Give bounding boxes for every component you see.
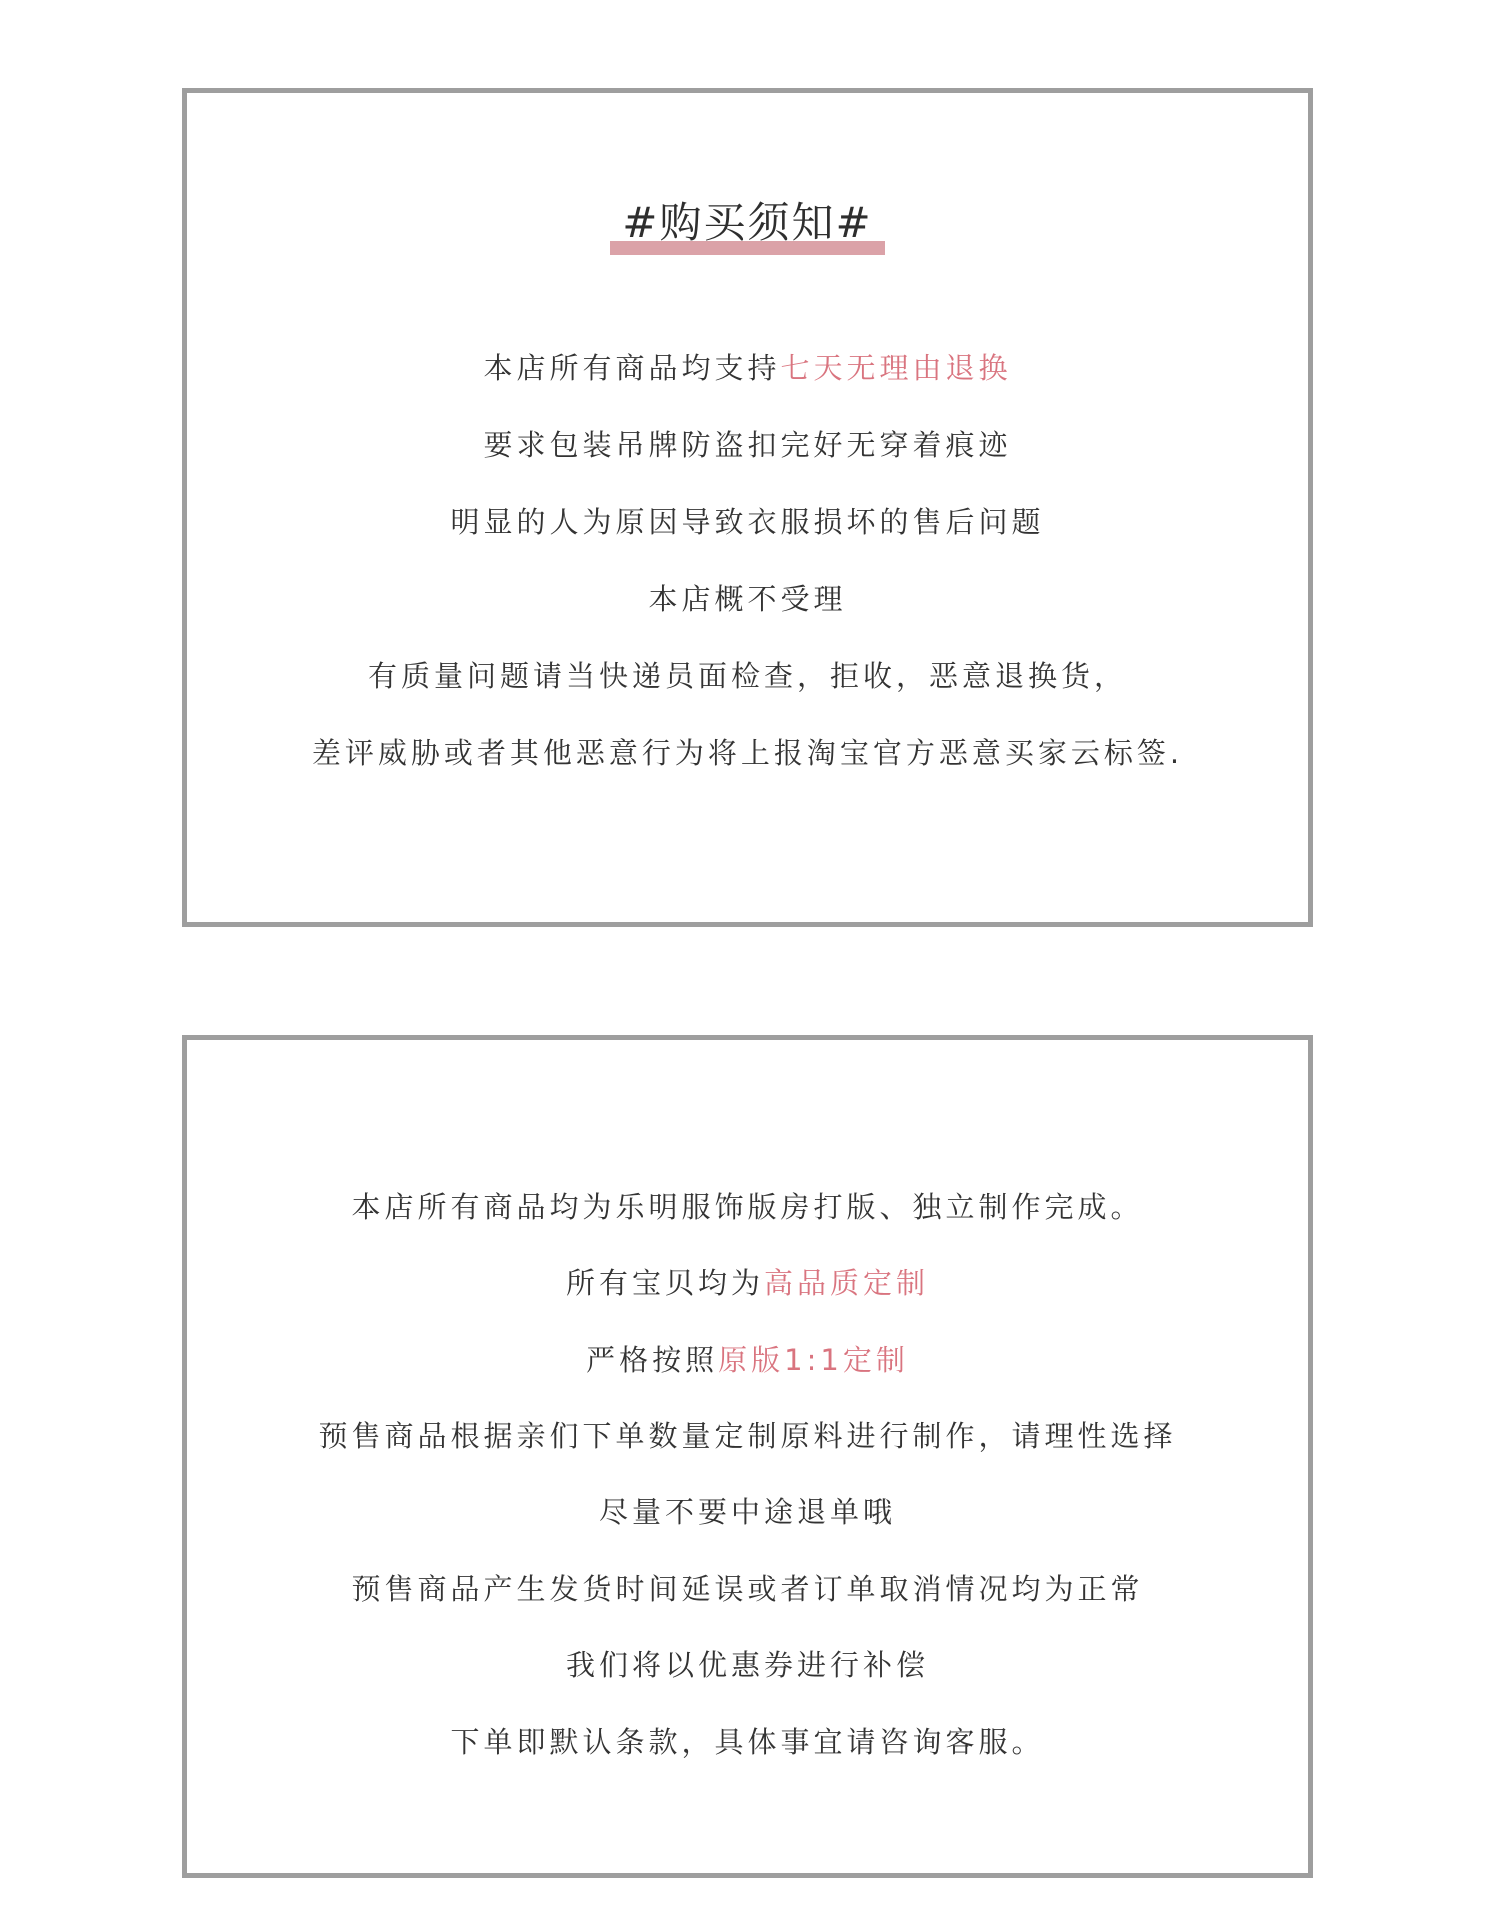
line-text: 尽量不要中途退单哦 <box>598 1495 896 1529</box>
line-text: 本店所有商品均为乐明服饰版房打版、独立制作完成。 <box>351 1190 1144 1224</box>
notice-line <box>187 656 1308 696</box>
notice-title-wrap <box>187 195 1308 251</box>
notice-line <box>187 1187 1308 1227</box>
line-text: 明显的人为原因导致衣服损坏的售后问题 <box>450 505 1045 539</box>
notice-line <box>187 425 1308 465</box>
notice-line <box>187 1492 1308 1532</box>
notice-line <box>187 502 1308 542</box>
notice-title <box>610 195 884 251</box>
line-text: 要求包装吊牌防盗扣完好无穿着痕迹 <box>483 428 1012 462</box>
notice-title-text: #购买须知# <box>622 198 873 247</box>
production-notice-box <box>182 1035 1313 1878</box>
line-highlight: 七天无理由退换 <box>780 351 1012 385</box>
notice-line <box>187 1416 1308 1456</box>
line-text: 预售商品根据亲们下单数量定制原料进行制作，请理性选择 <box>318 1419 1177 1453</box>
notice-line <box>187 733 1308 773</box>
line-text: 差评威胁或者其他恶意行为将上报淘宝官方恶意买家云标签. <box>311 736 1184 770</box>
line-text: 严格按照 <box>586 1343 719 1377</box>
line-text: 所有宝贝均为 <box>565 1266 764 1300</box>
notice-line <box>187 1645 1308 1685</box>
line-highlight: 高品质定制 <box>764 1266 930 1300</box>
notice-line <box>187 1722 1308 1762</box>
line-text: 我们将以优惠券进行补偿 <box>565 1648 929 1682</box>
line-text: 本店概不受理 <box>648 582 847 616</box>
purchase-notice-box <box>182 88 1313 927</box>
line-highlight: 原版1:1定制 <box>718 1343 909 1377</box>
line-text: 本店所有商品均支持 <box>483 351 781 385</box>
notice-line <box>187 579 1308 619</box>
line-text: 预售商品产生发货时间延误或者订单取消情况均为正常 <box>351 1572 1144 1606</box>
notice-line <box>187 1569 1308 1609</box>
notice-line <box>187 1263 1308 1303</box>
notice-line <box>187 348 1308 388</box>
notice-line <box>187 1340 1308 1380</box>
line-text: 有质量问题请当快递员面检查，拒收，恶意退换货， <box>367 659 1127 693</box>
line-text: 下单即默认条款，具体事宜请咨询客服。 <box>450 1725 1045 1759</box>
